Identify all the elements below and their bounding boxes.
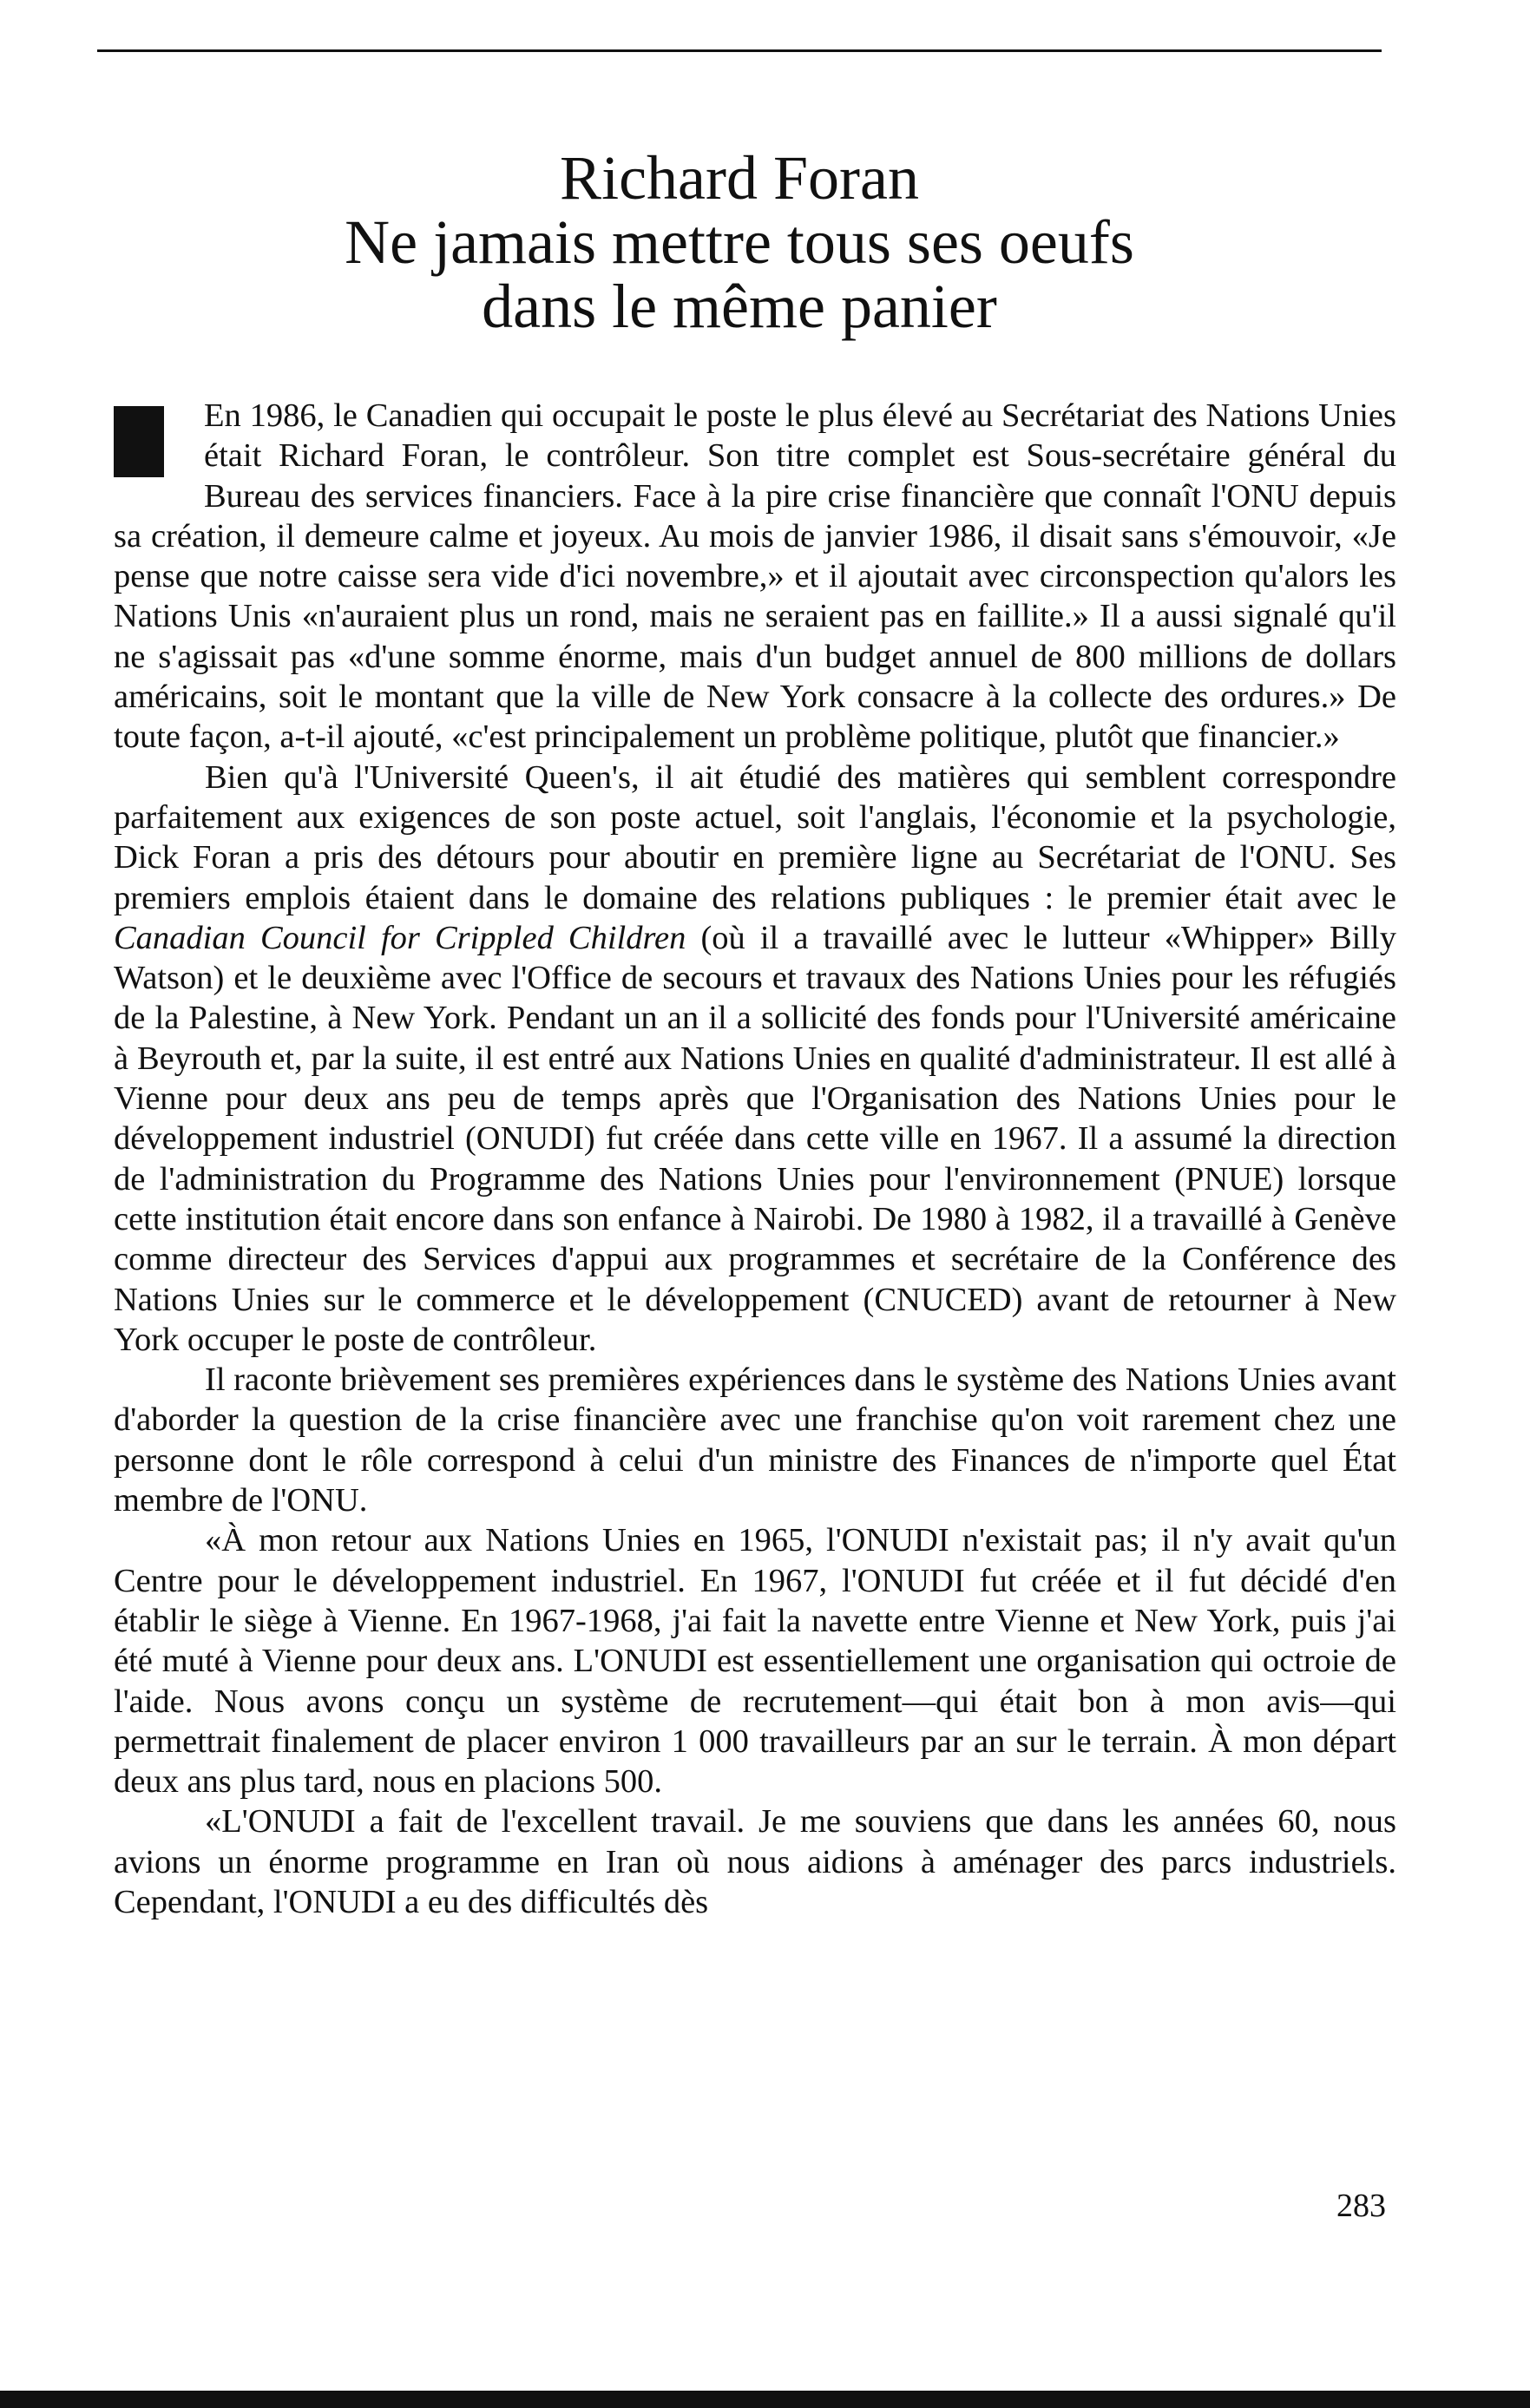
paragraph-1-text: En 1986, le Canadien qui occupait le poste le plus élevé au Secrétariat des Nations Unies était Richard Foran, le contrôleur. Son titre complet est Sous-secrétaire général du Bureau des services financiers. Face à la pire crise financière que connaît l'ONU depuis sa création, il demeure calme et joyeux. Au mois de janvier 1986, il disait sans s'émouvoir, «Je pense que notre caisse sera vide d'ici novembre,» et il ajoutait avec circonspection qu'alors les Nations Unis «n'auraient plus un rond, mais ne seraient pas en faillite.» Il a aussi signalé qu'il ne s'agissait pas «d'une somme énorme, mais d'un budget annuel de 800 millions de dollars américains, soit le montant que la ville de New York consacre à la collecte des ordures.» De toute façon, a-t-il ajouté, «c'est principalement un problème politique, plutôt que financier.» [114,397,1396,756]
title-line-1: Ne jamais mettre tous ses oeufs [345,207,1134,277]
title-line-2: dans le même panier [482,272,997,341]
top-rule [97,49,1382,52]
paragraph-2-italic-org: Canadian Council for Crippled Children [114,919,686,956]
paragraph-5: «L'ONUDI a fait de l'excellent travail. Je me souviens que dans les années 60, nous avions un énorme programme en Iran où nous aidions à aménager des parcs industriels. Cependant, l'ONUDI a eu des difficultés dès [114,1803,1396,1920]
paragraph-3: Il raconte brièvement ses premières expériences dans le système des Nations Unies avant d'aborder la question de la crise financière avec une franchise qu'on voit rarement chez une personne dont le rôle correspond à celui d'un ministre des Finances de n'importe quel État membre de l'ONU. [114,1361,1396,1519]
paragraph-4: «À mon retour aux Nations Unies en 1965, l'ONUDI n'existait pas; il n'y avait qu'un Centre pour le développement industriel. En 1967, l'ONUDI fut créée et il fut décidé d'en établir le siège à Vienne. En 1967-1968, j'ai fait la navette entre Vienne et New York, puis j'ai été muté à Vienne pour deux ans. L'ONUDI est essentiellement une organisation qui octroie de l'aide. Nous avons conçu un système de recrutement—qui était bon à mon avis—qui permettrait finalement de placer environ 1 000 travailleurs par an sur le terrain. À mon départ deux ans plus tard, nous en placions 500. [114,1522,1396,1801]
title-line-author: Richard Foran [560,143,919,213]
article-title [97,143,1382,341]
paragraph-1 [114,396,1396,758]
lead-square-icon [114,406,164,477]
paragraph-2-text-before: Bien qu'à l'Université Queen's, il ait étudié des matières qui semblent correspondre parfaitement aux exigences de son poste actuel, soit l'anglais, l'économie et la psychologie, Dick Foran a pris des détours pour aboutir en première ligne au Secrétariat de l'ONU. Ses premiers emplois étaient dans le domaine des relations publiques : le premier était avec le [114,758,1396,916]
article-body [114,396,1396,1922]
page-number: 283 [1336,2188,1386,2224]
paragraph-2 [114,758,1396,1360]
paragraph-2-text-after: (où il a travaillé avec le lutteur «Whipper» Billy Watson) et le deuxième avec l'Office de secours et travaux des Nations Unies pour les réfugiés de la Palestine, à New York. Pendant un an il a sollicité des fonds pour l'Université américaine à Beyrouth et, par la suite, il est entré aux Nations Unies en qualité d'administrateur. Il est allé à Vienne pour deux ans peu de temps après que l'Organisation des Nations Unies pour le développement industriel (ONUDI) fut créée dans cette ville en 1967. Il a assumé la direction de l'administration du Programme des Nations Unies pour l'environnement (PNUE) lorsque cette institution était encore dans son enfance à Nairobi. De 1980 à 1982, il a travaillé à Genève comme directeur des Services d'appui aux programmes et secrétaire de la Conférence des Nations Unies sur le commerce et le développement (CNUCED) avant de retourner à New York occuper le poste de contrôleur. [114,919,1397,1358]
bottom-edge [0,2391,1530,2408]
